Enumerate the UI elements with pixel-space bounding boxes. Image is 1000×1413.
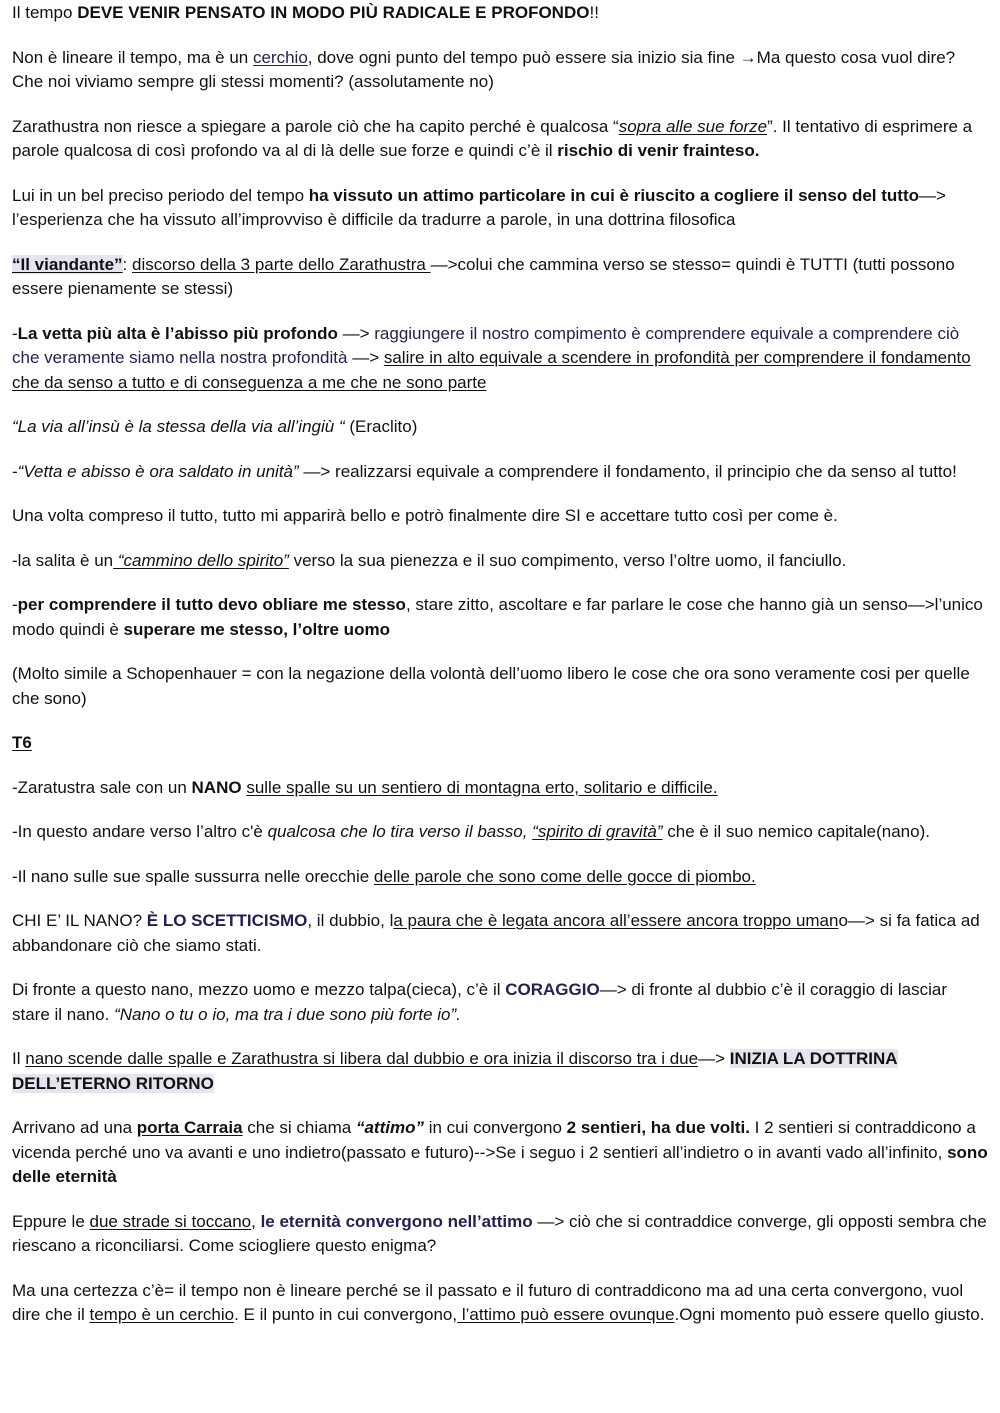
bold-text: 2 sentieri, [566,1118,647,1137]
bold-colored-text: È LO SCETTICISMO [146,911,308,930]
text: Il [12,1049,26,1068]
text: —>colui che cammina verso se stesso= quindi è TUTTI (tutti possono essere pienamente se stessi) [12,254,955,298]
text: - [12,461,18,481]
underlined-text: nano scende dalle spalle e Zarathustra si libera dal dubbio e ora inizia il discorso tra i due [25,1049,699,1068]
paragraph-12: (Molto simile a Schopenhauer = con la negazione della volontà dell’uomo libero le cose che ora sono veramente cosi per quelle che sono) [12,664,970,708]
italic-text: qualcosa che lo tira verso il basso, [267,822,533,841]
bold-text: ha vissuto un attimo particolare in cui è riuscito a cogliere il senso del tutto [308,185,919,205]
paragraph-19 [12,1047,988,1096]
paragraph-2 [12,46,988,95]
text: che si chiama [242,1118,356,1137]
text: Arrivano ad una [12,1118,137,1137]
underlined-text: discorso della 3 parte dello Zarathustra [131,254,431,274]
highlighted-heading: “Il viandante” [12,254,123,274]
highlighted-heading: INIZIA LA DOTTRINA DELL’ETERNO RITORNO [12,1049,898,1093]
underlined-text: tempo è un cerchio [89,1305,235,1324]
text: , [251,1211,261,1231]
text: ”. Il tentativo di esprimere a parole qualcosa di così profondo va al di là delle sue forze e quindi c’è il [12,116,973,160]
text: Lui in un bel preciso periodo del tempo [12,185,309,205]
text: Eppure le [12,1211,90,1231]
underlined-text: a paura che è legata ancora all’essere ancora troppo uman [393,911,839,930]
paragraph-21 [12,1210,988,1259]
text: —> l’esperienza che ha vissuto all’improvviso è difficile da tradurre a parole, in una dottrina filosofica [12,185,946,229]
text: —> [698,1049,730,1068]
bold-colored-text: CORAGGIO [505,980,600,999]
text: : [122,254,132,274]
paragraph-22 [12,1279,988,1328]
bold-text: NANO [191,777,242,797]
paragraph-3 [12,115,988,164]
paragraph-9: Una volta compreso il tutto, tutto mi apparirà bello e potrò finalmente dire SI e accettare tutto così per come è. [12,506,838,525]
text: —> [337,323,375,343]
paragraph-20 [12,1116,988,1190]
bold-colored-text: le eternità convergono nell’attimo [260,1211,533,1231]
colored-text: raggiungere il nostro compimento è comprendere equivale a comprendere ciò che veramente siamo nella nostra profondità [12,323,960,367]
text: che è il suo nemico capitale(nano). [662,822,930,841]
text: -In questo andare verso l’altro c'è [12,822,268,841]
text: - [12,595,18,614]
bold-text: per comprendere il tutto devo obliare me stesso [17,595,406,614]
text: in cui convergono [423,1118,567,1137]
text: !! [589,3,599,22]
section-heading-t6 [12,731,988,756]
paragraph-11 [12,593,988,642]
italic-quote: “Nano o tu o io, ma tra i due sono più forte io”. [114,1004,461,1024]
paragraph-16 [12,865,988,890]
italic-quote: “La via all’insù è la stessa della via all’ingiù “ [12,417,345,436]
paragraph-17 [12,909,988,958]
text: Di fronte a questo nano, mezzo uomo e mezzo talpa(cieca), c’è il [12,980,506,999]
bold-text: La vetta più alta è l’abisso più profondo [17,323,338,343]
paragraph-6 [12,322,988,396]
bold-text: superare me stesso, l’oltre uomo [123,619,390,639]
paragraph-7 [12,415,988,440]
paragraph-5 [12,253,988,302]
text: I 2 sentieri si contraddicono a vicenda perché uno va avanti e uno indietro(passato e futuro)-->Se i seguo i 2 sentieri all’indietro o in avanti vado all’infinito, [12,1118,976,1162]
text: Il tempo [12,3,78,22]
text: -la salita è un [12,550,114,570]
paragraph-18 [12,978,988,1027]
paragraph-14 [12,776,988,801]
paragraph-10 [12,549,988,574]
bold-text: DEVE VENIR PENSATO IN MODO PIÙ RADICALE E PROFONDO [77,3,590,22]
text: —> di fronte al dubbio c’è il coraggio di lasciar stare il nano. [12,980,947,1024]
paragraph-15 [12,820,988,845]
text: , stare zitto, ascoltare e far parlare le cose che hanno già un senso—>l’unico modo quindi è [12,595,983,639]
text: o—> si fa fatica ad abbandonare ciò che siamo stati. [12,911,980,955]
paragraph-8 [12,460,988,485]
text: verso la sua pienezza e il suo compimento, verso l’oltre uomo, il fanciullo. [288,550,847,570]
italic-underlined-text: “spirito di gravità” [532,822,663,841]
text: Ma una certezza c’è= il tempo non è lineare perché se il passato e il futuro di contraddicono ma ad una certa convergono, vuol dire che il [12,1280,964,1324]
heading-text: T6 [12,733,32,752]
text: , dove ogni punto del tempo può essere sia inizio sia fine →Ma questo cosa vuol dire? Che noi viviamo sempre gli stessi momenti? (assolutamente no) [12,47,956,91]
text: -Il nano sulle sue spalle sussurra nelle orecchie [12,866,374,886]
bold-text: rischio di venir frainteso. [557,141,760,160]
underlined-text: due strade si toccano [89,1211,252,1231]
text: —> realizzarsi equivale a comprendere il fondamento, il principio che da senso al tutto! [298,461,957,481]
italic-underlined-text: sopra alle sue forze [618,116,768,136]
bold-text: sono delle eternità [12,1142,988,1186]
text: -Zaratustra sale con un [12,777,192,797]
underlined-text: delle parole che sono come delle gocce di piombo. [373,866,756,886]
underlined-text: salire in alto equivale a scendere in profondità per comprendere il fondamento che da senso a tutto e di conseguenza a me che ne sono parte [12,348,971,392]
paragraph-1 [12,1,988,26]
text: , il dubbio, l [307,911,394,930]
text: Zarathustra non riesce a spiegare a parole ciò che ha capito perché è qualcosa “ [12,116,619,136]
text: —> ciò che si contraddice converge, gli opposti sembra che riescano a riconciliarsi. Come sciogliere questo enigma? [12,1211,987,1255]
underlined-text: sulle spalle su un sentiero di montagna erto, solitario e difficile. [246,777,718,797]
text: (Eraclito) [344,417,418,436]
italic-quote: “Vetta e abisso è ora saldato in unità” [17,461,299,481]
italic-underlined-text: “cammino dello spirito” [113,550,289,570]
text: —> [347,348,384,367]
text: Non è lineare il tempo, ma è un [12,47,253,67]
bold-italic-text: “attimo” [355,1118,424,1137]
text: . E il punto in cui convergono, [234,1305,458,1324]
text: CHI E’ IL NANO? [12,911,147,930]
underlined-text: cerchio [252,47,308,67]
text: - [12,323,18,343]
text: .Ogni momento può essere quello giusto. [674,1305,985,1324]
bold-text: ha due volti. [646,1118,750,1137]
bold-underlined-text: porta Carraia [136,1118,243,1137]
paragraph-4 [12,184,988,233]
underlined-text: l’attimo può essere ovunque [457,1305,675,1324]
